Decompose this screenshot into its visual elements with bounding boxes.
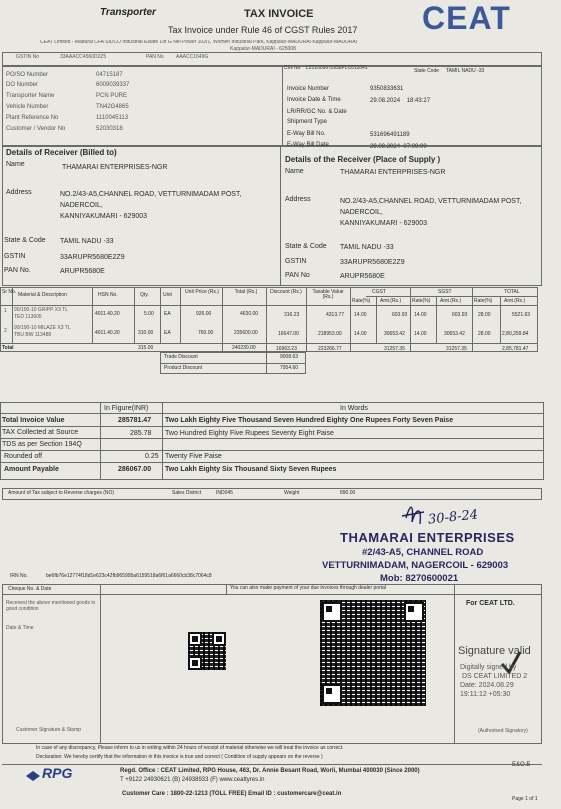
eway-bill-label: E-Way Bill No. [287,131,326,137]
qr-finder [188,656,202,670]
col-line [222,287,223,352]
billed-state-label: State & Code [4,237,46,244]
billed-address2: NADERCOIL, [60,202,103,209]
row1-qty: 5.00 [144,311,154,317]
state-code-value: TAMIL NADU -33 [446,68,485,74]
receiver-divider [280,146,281,286]
row2-tot-amt: 2,80,259.84 [502,331,529,337]
col-line [134,287,135,343]
sign-date-text: Date: 2024.08.29 [460,682,514,689]
rpg-mark-icon [26,768,40,778]
eway-bill-value: 531696491189 [370,132,410,138]
row1-total: 4630.00 [240,311,259,317]
col-line [92,287,93,343]
col-line [306,287,307,352]
th-discount: Discount (Rs.) [270,289,302,295]
amount-payable-fig: 286067.00 [118,466,152,473]
cin-value: L25100MH1958PLC011041 [306,65,368,71]
signature-col-line [454,584,455,744]
row1-cgst-amt: 603.93 [392,312,408,318]
qr-finder [188,632,202,646]
sales-district-label: Sales District [172,490,202,496]
discount-divider [160,363,306,364]
rpg-logo: RPG [42,765,73,781]
billed-gstin: 33ARUPR5680E2Z9 [60,254,125,261]
vehicle-number-label: Vehicle Number [6,104,49,110]
stamp-line3: VETTURNIMADAM, NAGERCOIL - 629003 [322,560,509,571]
th-taxable: Taxable Value (Rs.) [312,289,344,300]
invoice-title: TAX INVOICE [244,8,314,20]
invoice-number-label: Invoice Number [287,86,330,92]
th-unit-price: Unit Price (Rs.) [185,289,219,295]
supply-gstin-label: GSTIN [285,258,307,265]
signature-valid-text: Signature valid [458,645,531,657]
th-total-tax: TOTAL [504,289,520,295]
tcs-words: Two Hundred Eighty Five Rupees Seventy Eight Paise [165,430,334,437]
th-tot-amt: Amt.(Rs.) [504,298,526,304]
row2-price: 760.00 [198,330,214,336]
tds-label: TDS as per Section 194Q [2,441,82,448]
lr-label: LR/RR/GC No. & Date [287,109,347,115]
th-unit: Unit [163,292,172,298]
trade-discount-label: Trade Discount [164,354,198,360]
einvoice-qr-code [320,600,426,706]
row2-tot-rate: 28.00 [478,331,491,337]
col-line [180,287,181,343]
stamp-line1: THAMARAI ENTERPRISES [340,530,515,545]
digitally-signed-text: Digitally signed by [460,664,517,671]
eway-date-value: 29.08.2024 07:09:00 [370,144,427,150]
row1-sgst-rate: 14.00 [414,312,427,318]
qr-finder [212,632,226,646]
rounded-off-words: Twenty Five Paise [165,453,222,460]
row1-tot-rate: 28.00 [478,312,491,318]
billed-name-label: Name [6,161,25,168]
col-line [472,287,473,352]
irn-value: be6fb76e12774f18d1e623c42fb965995a6159518a6f61a6660cb38c7064c8 [46,573,212,579]
row2-sgst-amt: 30653.42 [444,331,465,337]
col-line [350,287,351,352]
th-sgst-rate: Rate(%) [412,298,431,304]
total-cgst: 31257.35 [384,346,405,352]
col-line [410,287,411,352]
row2-qty: 310.00 [138,330,154,336]
th-qty: Qty. [140,292,149,298]
customer-care: Customer Care : 1800-22-1213 (TOLL FREE) Email ID : customercare@ceat.in [122,791,342,797]
row2-total: 235600.00 [234,330,258,336]
total-disc: 16963.23 [276,346,297,352]
page-number: Page 1 of 1 [512,796,538,802]
supply-address-label: Address [285,196,311,203]
row2-cgst-rate: 14.00 [354,331,367,337]
th-total: Total (Rs.) [234,289,258,295]
reverse-charge-label: Amount of Tax subject to Reverse charges (NO) [8,490,115,496]
transporter-name-value: PCN PURE [96,93,128,99]
product-discount-label: Product Discount [164,365,203,371]
row1-tot-amt: 5521.63 [512,312,531,318]
row1-unit: EA [164,311,171,317]
discrepancy-note: In case of any discrepancy, Please inform to us in writing within 24 hours of receipt of material otherwise we will treat the invoice as correct. [36,745,344,751]
authorised-signatory-label: (Authorised Signatory) [478,728,528,734]
company-address-line2: Kappalur-MADURAI - 625008 [230,46,296,52]
col-line [376,296,377,343]
stamp-line4: Mob: 8270600021 [380,573,459,584]
row1-desc1: 90/100-10 GRIPP X3 TL [14,307,69,313]
do-label: DO Number [6,82,39,88]
customer-no-value: 52030318 [96,126,123,132]
cin-label: CIN No [284,65,301,71]
row1-cgst-rate: 14.00 [354,312,367,318]
for-ceat-label: For CEAT LTD. [466,600,515,607]
billed-pan: ARUPR5680E [60,268,105,275]
trade-discount-value: 9008.63 [280,354,299,360]
amount-payable-label: Amount Payable [4,466,59,473]
total-invoice-words: Two Lakh Eighty Five Thousand Seven Hundred Eighty One Rupees Forty Seven Paise [165,417,454,424]
total-grand: 2,85,781.47 [502,346,529,352]
th-cgst-rate: Rate(%) [352,298,371,304]
discount-col-line [266,352,267,374]
ceat-logo: CEAT [422,0,511,36]
supply-name: THAMARAI ENTERPRISES-NGR [340,169,446,176]
po-so-value: 04715187 [96,72,123,78]
transporter-copy-label: Transporter [100,7,156,18]
billed-address3: KANNIYAKUMARI - 629003 [60,213,148,220]
supply-state: TAMIL NADU -33 [340,244,394,251]
total-taxable: 223266.77 [318,346,342,352]
th-hsn: HSN No. [98,292,118,298]
th-material: Material & Description [18,292,67,298]
plant-ref-label: Plant Reference No [6,115,59,121]
transporter-name-label: Transporter Name [6,93,55,99]
total-label: Total [2,345,14,351]
sales-district-value: IND045 [216,490,233,496]
tcs-label: TAX Collected at Source [2,429,79,436]
supply-heading: Details of the Receiver (Place of Supply ) [285,155,441,164]
regd-office: Regd. Office : CEAT Limited, RPG House, 463, Dr. Annie Besant Road, Worli, Mumbai 400030 (Since 2000) [120,768,420,774]
billed-state: TAMIL NADU -33 [60,238,114,245]
summary-col-line [100,402,101,480]
invoice-subtitle: Tax Invoice under Rule 46 of CGST Rules 2017 [168,25,358,35]
th-cgst: CGST [372,289,386,295]
row2-hsn: 4011.40.20 [95,330,120,336]
rounded-off-fig: 0.25 [145,453,159,460]
date-time-label: Date & Time [6,625,34,631]
sign-time-text: 19:11:12 +05:30 [460,691,511,698]
total-sgst: 31257.35 [446,346,467,352]
billed-pan-label: PAN No. [4,267,31,274]
billed-address-label: Address [6,189,32,196]
summary-row-line [0,438,544,439]
th-cgst-amt: Amt.(Rs.) [380,298,402,304]
tcs-fig: 285.78 [130,430,152,437]
vehicle-number-value: TN42G4865 [96,104,129,110]
total-invoice-fig: 285781.47 [118,417,152,424]
supply-state-label: State & Code [285,243,327,250]
row2-unit: EA [164,330,171,336]
gstin-value: 33AAACC4560D2Z5 [60,54,107,60]
col-line [266,287,267,352]
th-sr: Sr No. [2,289,17,295]
supply-gstin: 33ARUPR5680E2Z9 [340,259,405,266]
eoe-text: E&O.E [512,762,531,768]
ds-name-text: DS CEAT LIMITED 2 [462,673,528,680]
summary-row-line [0,462,544,463]
total-qty: 315.00 [138,345,154,351]
col-line [12,287,13,343]
irn-label: IRN No. [10,573,28,579]
handwritten-date: 30-8-24 [427,507,479,528]
supply-pan: ARUPR5680E [340,273,385,280]
meta-box [2,66,542,146]
customer-signature-label: Customer Signature & Stamp [16,727,82,733]
supply-name-label: Name [285,168,304,175]
gstin-label: GSTIN No [16,54,40,60]
summary-col-line [162,402,163,480]
supply-address2: NADERCOIL, [340,209,383,216]
row1-disc: 316.23 [284,312,300,318]
row1-sr: 1 [4,308,7,314]
supply-pan-label: PAN No [285,272,310,279]
billed-to-heading: Details of Receiver (Billed to) [6,148,117,157]
eway-date-label: E-Way Bill Date [287,142,329,148]
stamp-line2: #2/43-A5, CHANNEL ROAD [362,547,484,558]
declaration-note: Declaration: We hereby certify that the information in this invoice is true and correct ( Condition of supply appears on the reverse ) [36,754,323,760]
row2-sr: 2 [4,328,7,334]
row2-desc2: TBU BW 113488 [14,332,52,338]
product-discount-value: 7954.60 [280,365,299,371]
weight-label: Weight [284,490,300,496]
footer-divider [2,764,542,765]
invoice-date-label: Invoice Date & Time [287,97,341,103]
total-invoice-label: Total Invoice Value [2,417,65,424]
po-so-label: PO/SO Number [6,72,49,78]
supply-address3: KANNIYAKUMARI - 629003 [340,220,428,227]
signature-col-line [226,584,227,594]
items-total-line [0,343,538,344]
company-address-line1: CEAT Limited - Madurai CFA SIDCO Industrial Estate Lot G Nel Power 102/1, Women Industrial Park, Kappalur-MADURAI Kappalur-MADURAI [40,40,358,45]
customer-no-label: Customer / Vendor No [6,126,66,132]
row1-hsn: 4011.40.20 [95,311,120,317]
received-goods-label: Received the above mentioned goods in good condition [6,600,96,612]
qr-finder [404,602,424,622]
rounded-off-label: Rounded off [4,453,43,460]
invoice-number-value: 9350833631 [370,86,404,92]
pan-value: AAACC1649G [176,54,209,60]
row1-desc2: TED 113605 [14,314,42,320]
meta-divider [282,66,283,146]
row1-taxable: 4313.77 [326,312,345,318]
tax-subheader-line [366,296,538,297]
do-value: 6009039337 [96,82,130,88]
pan-label: PAN No [146,54,164,60]
th-sgst: SGST [438,289,452,295]
items-header-line [0,305,538,306]
invoice-date-value: 29.08.2024 18:43:27 [370,98,431,104]
col-line [436,296,437,343]
summary-row-line [0,450,544,451]
row2-sgst-rate: 14.00 [414,331,427,337]
signature-col-line [100,584,101,744]
th-sgst-amt: Amt.(Rs.) [440,298,462,304]
total-total: 240230.00 [232,345,256,351]
row2-cgst-amt: 30653.42 [384,331,405,337]
summary-row-line [0,426,544,427]
row2-desc1: 90/100-10 MILAZE X3 TL [14,325,71,331]
weight-value: 890.00 [340,490,356,496]
signature-header-line [2,594,542,595]
shipment-type-label: Shipment Type [287,119,327,125]
cheque-label: Cheque No. & Date [8,586,52,592]
dealer-portal-note: You can also make payment of your due invoices through dealer portal [230,585,387,591]
state-code-label: State Code [414,68,440,74]
billed-address1: NO.2/43-A5,CHANNEL ROAD, VETTURNIMADAM POST, [60,191,242,198]
row1-sgst-amt: 603.93 [452,312,468,318]
payment-qr-code [188,632,226,670]
supply-address1: NO.2/43-A5,CHANNEL ROAD, VETTURNIMADAM POST, [340,198,522,205]
billed-gstin-label: GSTIN [4,253,26,260]
phone-line: T +9122 24930621 (B) 24938933 (F) www.ceattyres.in [120,777,265,783]
row2-disc: 16647.00 [278,331,299,337]
summary-header-line [0,413,544,414]
th-tot-rate: Rate(%) [474,298,493,304]
col-line [500,296,501,343]
qr-finder [322,684,342,704]
amount-payable-words: Two Lakh Eighty Six Thousand Sixty Seven Rupees [165,466,337,473]
in-figure-label: In Figure(INR) [104,405,149,412]
billed-name: THAMARAI ENTERPRISES-NGR [62,164,168,171]
in-words-label: In Words [340,405,368,412]
row2-taxable: 218953.00 [318,331,342,337]
plant-ref-value: 1110045113 [96,115,129,121]
col-line [160,287,161,343]
qr-finder [322,602,342,622]
row1-price: 926.00 [196,311,212,317]
